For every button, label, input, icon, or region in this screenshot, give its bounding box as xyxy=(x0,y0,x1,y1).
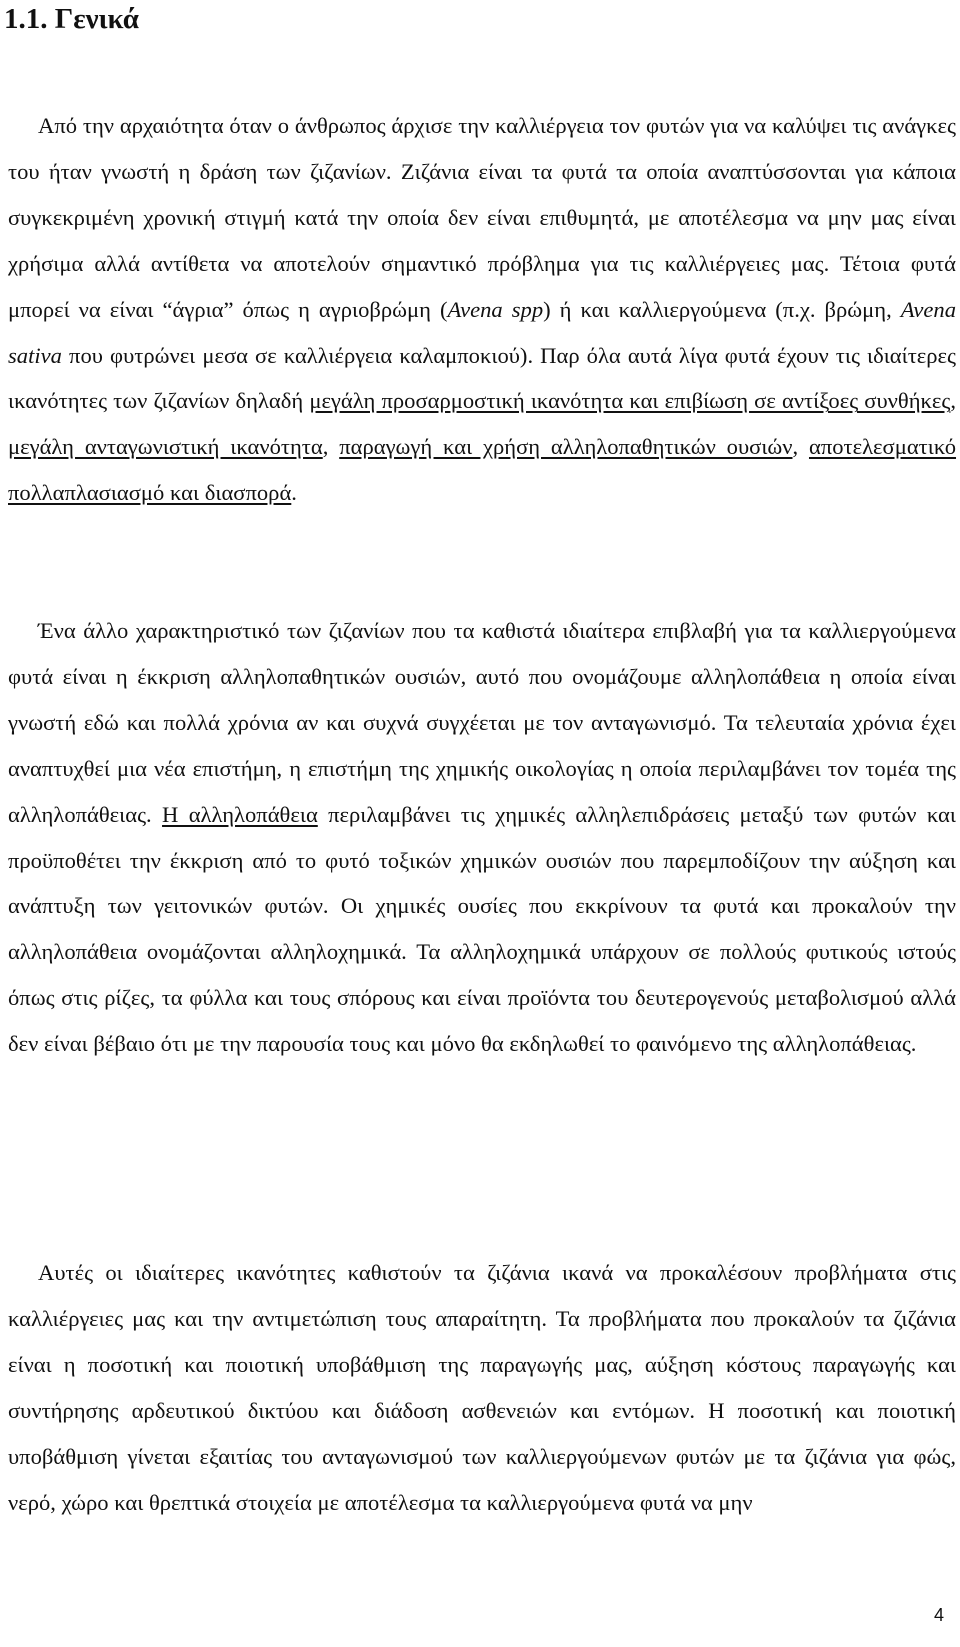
text-run: Ένα άλλο χαρακτηριστικό των ζιζανίων που τα καθιστά ιδιαίτερα επιβλαβή για τα καλλιεργούμενα φυτά είναι η έκκριση αλληλοπαθητικών ουσιών, αυτό που ονομάζουμε αλληλοπάθεια η οποία είναι γνωστή εδώ και πολλά χρόνια αν και συχνά συγχέεται με τον ανταγωνισμό. Τα τελευταία χρόνια έχει αναπτυχθεί μια νέα επιστήμη, η επιστήμη της χημικής οικολογίας η οποία περιλαμβάνει τον τομέα της αλληλοπάθειας. xyxy=(8,618,956,827)
scientific-name: Avena sativa xyxy=(8,296,956,368)
text-run: Αυτές οι ιδιαίτερες ικανότητες καθιστούν τα ζιζάνια ικανά να προκαλέσουν προβλήματα στις καλλιέργειες μας και την αντιμετώπιση τους απαραίτητη. Τα προβλήματα που προκαλούν τα ζιζάνια είναι η ποσοτική και ποιοτική υποβάθμιση της παραγωγής μας, αύξηση κόστους παραγωγής και συντήρησης αρδευτικού δικτύου και διάδοση ασθενειών και εντόμων. Η ποσοτική και ποιοτική υποβάθμιση γίνεται εξαιτίας του ανταγωνισμού των καλλιεργούμενων φυτών με τα ζιζάνια για φώς, νερό, χώρο και θρεπτικά στοιχεία με αποτέλεσμα τα καλλιεργούμενα φυτά να μην xyxy=(8,1260,956,1515)
section-heading: 1.1. Γενικά xyxy=(4,3,139,35)
text-run: , xyxy=(950,388,957,414)
paragraph-weeds-definition xyxy=(8,103,956,516)
paragraph-weed-problems xyxy=(8,1250,956,1525)
text-run: . xyxy=(291,480,297,506)
page-number: 4 xyxy=(933,1605,944,1625)
text-run: περιλαμβάνει τις χημικές αλληλεπιδράσεις μεταξύ των φυτών και προϋποθέτει την έκκριση από το φυτό τοξικών χημικών ουσιών που παρεμποδίζουν την αύξηση και ανάπτυξη των γειτονικών φυτών. Οι χημικές ουσίες που εκκρίνουν τα φυτά και προκαλούν την αλληλοπάθεια ονομάζονται αλληλοχημικά. Τα αλληλοχημικά υπάρχουν σε πολλούς φυτικούς ιστούς όπως στις ρίζες, τα φύλλα και τους σπόρους και είναι προϊόντα του δευτερογενούς μεταβολισμού αλλά δεν είναι βέβαιο ότι με την παρουσία τους και μόνο θα εκδηλωθεί το φαινόμενο της αλληλοπάθειας. xyxy=(8,801,956,1057)
scientific-name: Avena spp xyxy=(447,296,544,322)
underlined-phrase: μεγάλη προσαρμοστική ικανότητα και επιβίωση σε αντίξοες συνθήκες xyxy=(309,388,951,414)
text-run: , xyxy=(322,434,340,460)
underlined-phrase: μεγάλη ανταγωνιστική ικανότητα xyxy=(8,434,323,460)
text-run: , xyxy=(792,434,809,460)
paragraph-allelopathy xyxy=(8,608,956,1067)
underlined-phrase: αποτελεσματικό πολλαπλασιασμό και διασπορά xyxy=(8,434,957,506)
underlined-phrase: Η αλληλοπάθεια xyxy=(162,801,318,827)
text-run: ) ή και καλλιεργούμενα (π.χ. βρώμη, xyxy=(543,296,901,322)
text-run: που φυτρώνει μεσα σε καλλιέργεια καλαμποκιού). Παρ όλα αυτά λίγα φυτά έχουν τις ιδιαίτερες ικανότητες των ζιζανίων δηλαδή xyxy=(8,342,956,414)
underlined-phrase: παραγωγή και χρήση αλληλοπαθητικών ουσιών xyxy=(339,434,793,460)
text-run: Από την αρχαιότητα όταν ο άνθρωπος άρχισε την καλλιέργεια τον φυτών για να καλύψει τις ανάγκες του ήταν γνωστή η δράση των ζιζανίων. Ζιζάνια είναι τα φυτά τα οποία αναπτύσσονται για κάποια συγκεκριμένη χρονική στιγμή κατά την οποία δεν είναι επιθυμητά, με αποτέλεσμα να μην μας είναι χρήσιμα αλλά αντίθετα να αποτελούν σημαντικό πρόβλημα για τις καλλιέργειες μας. Τέτοια φυτά μπορεί να είναι “άγρια” όπως η αγριοβρώμη ( xyxy=(8,113,956,322)
